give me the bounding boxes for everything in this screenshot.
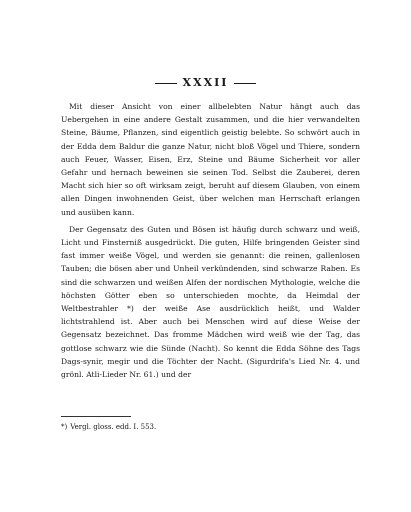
left-rule [155, 83, 177, 84]
page-number: XXXII [182, 76, 229, 89]
footnote-text: Vergl. gloss. edd. I. 553. [70, 423, 157, 431]
right-rule [234, 83, 256, 84]
page-header [0, 76, 411, 89]
footnote-divider [61, 416, 131, 417]
footnote [61, 422, 361, 432]
paragraph: Mit dieser Ansicht von einer allbelebten Natur hängt auch das Uebergehen in eine andere Gestalt zusammen, und die hier verwandelten Steine, Bäume, Pflanzen, sind eigentlich geistig belebte. So schwört auch in der Edda dem Baldur die ganze Natur, nicht bloß Vögel und Thiere, sondern auch Feuer, Wasser, Eisen, Erz, Steine und Bäume Sicherheit vor aller Gefahr und hernach beweinen sie seinen Tod. Selbst die Zauberei, deren Macht sich hier so oft wirksam zeigt, beruht auf diesem Glauben, von einem allen Dingen inwohnenden Geist, über welchen man Herrschaft erlangen und ausüben kann. [61, 102, 360, 217]
paragraph: Der Gegensatz des Guten und Bösen ist häufig durch schwarz und weiß, Licht und Finsterniß ausgedrückt. Die guten, Hilfe bringenden Geister sind fast immer weiße Vögel, und werden sie genannt: die reinen, gallenlosen Tauben; die bösen aber und Unheil verkündenden, sind schwarze Raben. Es sind die schwarzen und weißen Alfen der nordischen Mythologie, welche die höchsten Götter eben so unterschieden mochte, da Heimdal der Weltbestrahler *) der weiße Ase ausdrücklich heißt, und Walder lichtstrahlend ist. Aber auch bei Menschen wird auf diese Weise der Gegensatz bezeichnet. Das fromme Mädchen wird weiß wie der Tag, das gottlose schwarz wie die Sünde (Nacht). So kennt die Edda Söhne des Tags Dags-synir, megir und die Töchter der Nacht. (Sigurdrifa's Lied Nr. 4. und grönl. Atli-Lieder Nr. 61.) und der [61, 224, 360, 380]
footnote-marker: *) [61, 423, 68, 431]
body-text [61, 100, 360, 385]
